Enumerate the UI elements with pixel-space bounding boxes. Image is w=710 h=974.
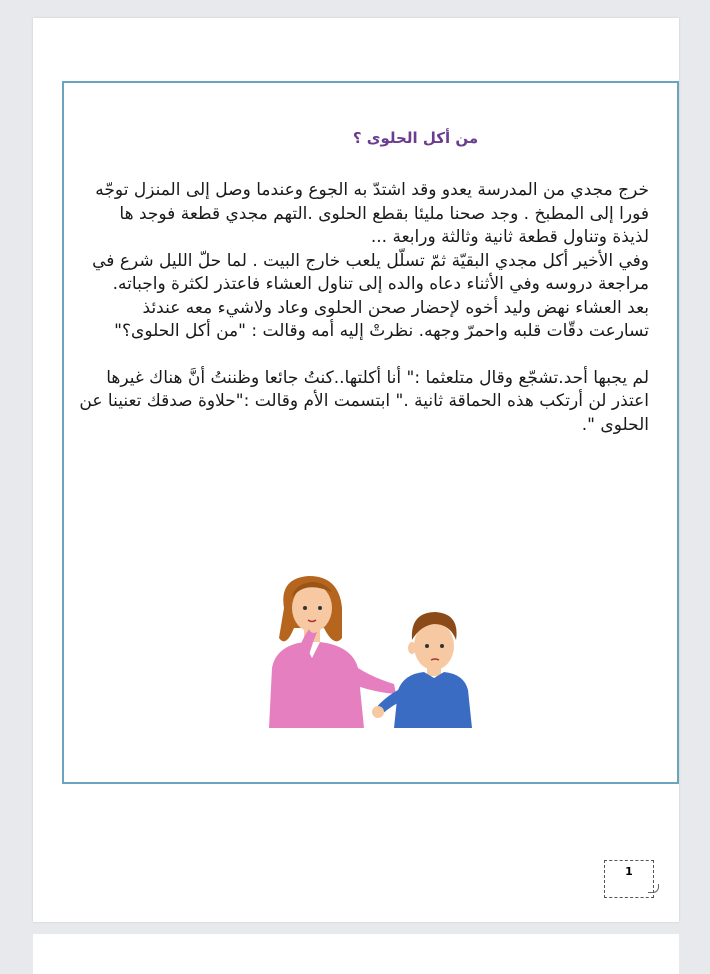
story-body: [78, 179, 649, 437]
paragraph-1: خرج مجدي من المدرسة يعدو وقد اشتدّ به الجوع وعندما وصل إلى المنزل توجّه فورا إلى المطبخ . وجد صحنا مليئا بقطع الحلوى .التهم مجدي قطعة فوجد ها لذيذة وتناول قطعة ثانية وثالثة ورابعة ...: [95, 180, 649, 247]
paragraph-3: بعد العشاء نهض وليد أخوه لإحضار صحن الحلوى وعاد ولاشيء معه عندئذ تسارعت دقّات قلبه واحمرّ وجهه. نظرتْ إليه أمه وقالت : "من أكل الحلوى؟": [114, 297, 649, 341]
page-number-box: [604, 860, 654, 898]
next-page-edge: [33, 934, 679, 974]
page-number: 1: [625, 865, 633, 878]
mother-and-boy-illustration: [254, 568, 474, 728]
document-page: [33, 18, 679, 922]
story-title: من أكل الحلوى ؟: [352, 129, 479, 147]
paragraph-2: وفي الأخير أكل مجدي البقيّة ثمّ تسلّل يلعب خارج البيت . لما حلّ الليل شرع في مراجعة دروسه وفي الأثناء دعاه والده إلى تناول العشاء فاعتذر لكثرة واجباته.: [92, 250, 649, 294]
paragraph-4: لم يجبها أحد.تشجّع وقال متلعثما :" أنا أكلتها..كنتُ جائعا وظننتُ أنَّ هناك غيرها اعتذر لن أرتكب هذه الحماقة ثانية ." ابتسمت الأم وقالت :"حلاوة صدقك تعنينا عن الحلوى ".: [79, 367, 649, 435]
story-frame: [62, 81, 679, 784]
